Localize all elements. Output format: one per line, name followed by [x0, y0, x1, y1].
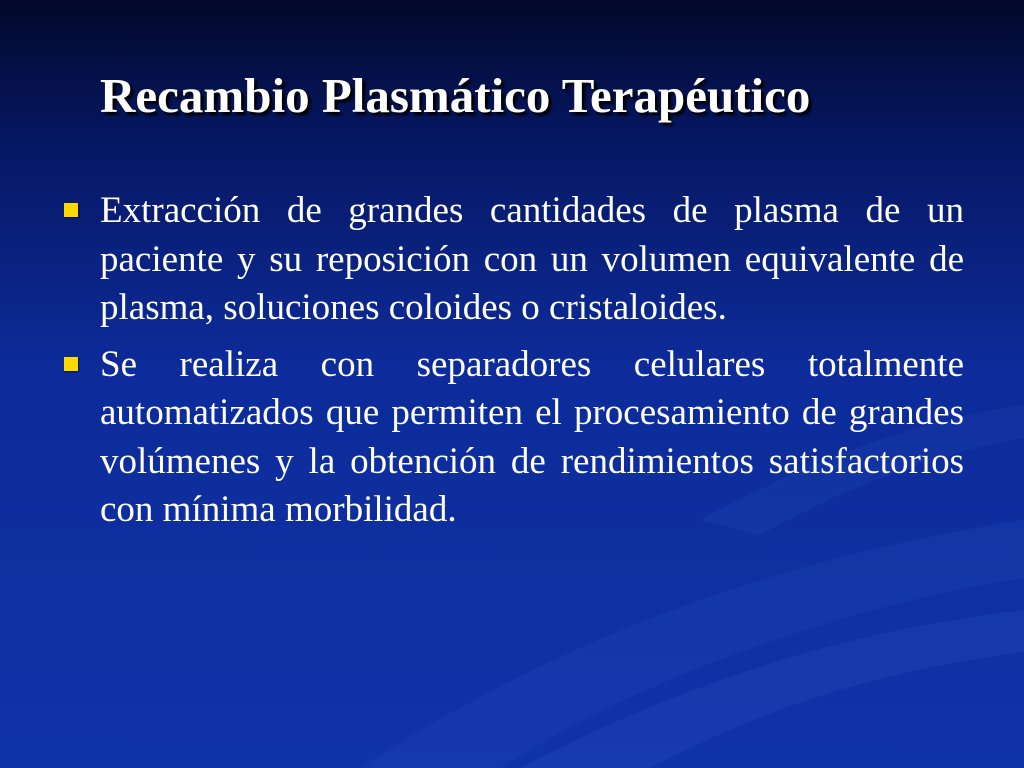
slide-title: Recambio Plasmático Terapéutico	[100, 68, 811, 123]
bullet-text-extraction: Extracción de grandes cantidades de plasma de un paciente y su reposición con un volumen equivalente de plasma, soluciones coloides o cristaloides.	[100, 190, 964, 328]
bullet-item-separators	[100, 341, 964, 535]
bullet-item-extraction	[100, 187, 964, 333]
square-bullet-icon	[64, 203, 78, 217]
bullet-list	[100, 187, 964, 543]
square-bullet-icon	[64, 357, 78, 371]
bullet-text-separators: Se realiza con separadores celulares totalmente automatizados que permiten el procesamiento de grandes volúmenes y la obtención de rendimientos satisfactorios con mínima morbilidad.	[100, 343, 964, 530]
